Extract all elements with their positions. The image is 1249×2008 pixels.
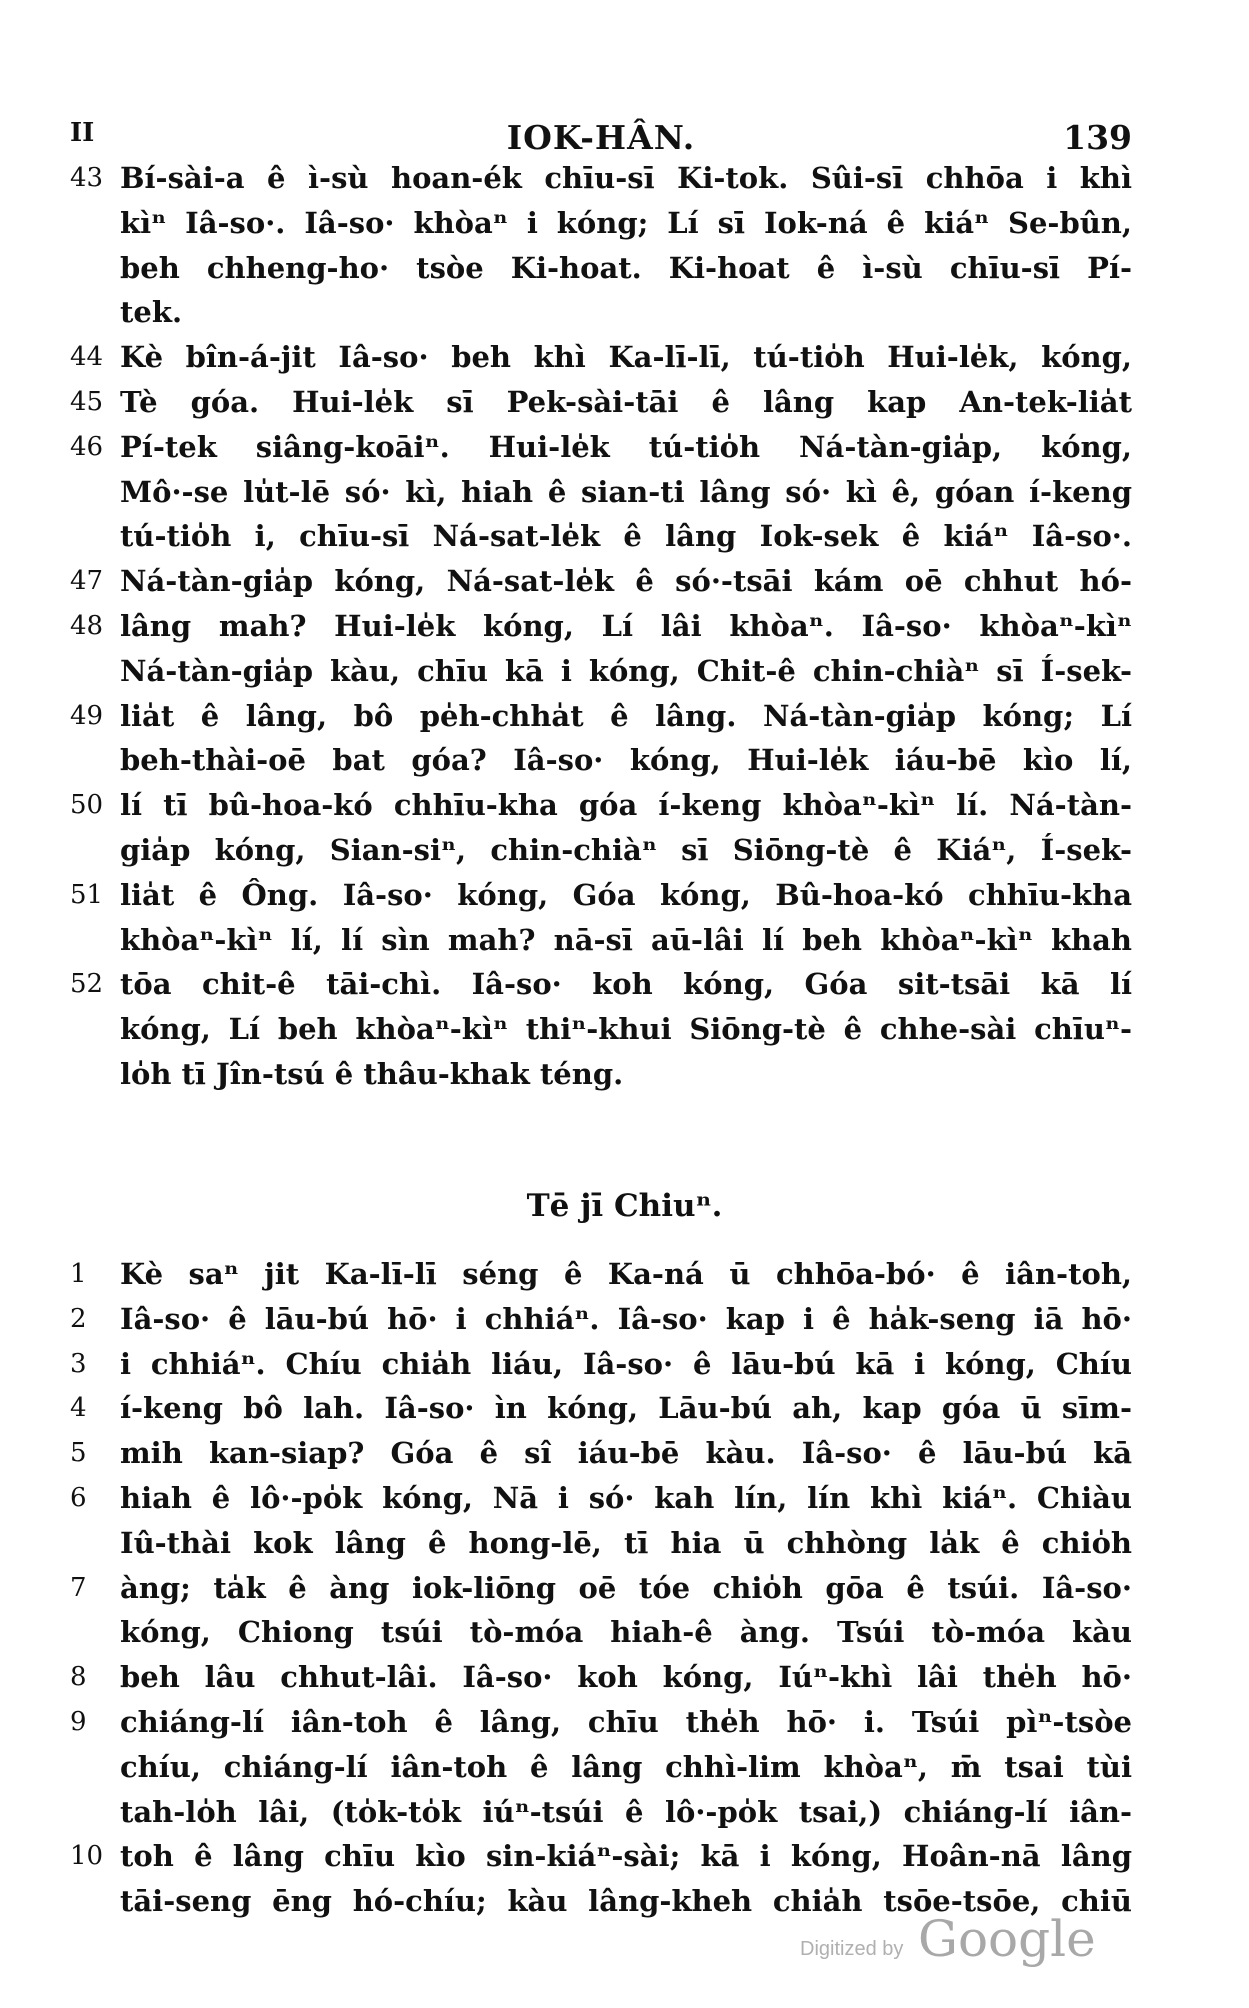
text-line (70, 156, 1132, 201)
verse-number: 44 (70, 342, 104, 373)
line-text: chiáng-lí iân-toh ê lâng, chīu the̍h hō· i. Tsúi pìⁿ-tsòe (120, 1704, 1132, 1739)
chapter-one-end-section (70, 156, 1132, 1097)
verse-number: 50 (70, 790, 104, 821)
verse-number: 7 (70, 1572, 87, 1603)
line-text: tah-lo̍h lâi, (to̍k-to̍k iúⁿ-tsúi ê lô·-po̍k tsai,) chiáng-lí iân- (120, 1794, 1132, 1829)
line-text: Tè góa. Hui-le̍k sī Pek-sài-tāi ê lâng kap An-tek-lia̍t (120, 384, 1132, 419)
text-line (70, 201, 1132, 246)
verse-number: 1 (70, 1259, 87, 1289)
line-text: àng; ta̍k ê àng iok-liōng oē tóe chio̍h gōa ê tsúi. Iâ-so· (120, 1570, 1132, 1605)
text-line (70, 1431, 1132, 1476)
line-text: Bí-sài-a ê ì-sù hoan-ék chīu-sī Ki-tok. Sûi-sī chhōa i khì (120, 161, 1132, 195)
text-line (70, 1476, 1132, 1521)
text-line (70, 1655, 1132, 1700)
text-line (70, 514, 1132, 559)
text-line (70, 604, 1132, 649)
verse-number: 47 (70, 566, 104, 597)
text-line (70, 1386, 1132, 1431)
line-text: beh-thài-oē bat góa? Iâ-so· kóng, Hui-le̍k iáu-bē kìo lí, (120, 743, 1132, 778)
line-text: Ná-tàn-gia̍p kóng, Ná-sat-le̍k ê só·-tsāi kám oē chhut hó- (120, 564, 1132, 599)
text-line (70, 1566, 1132, 1611)
verse-number: 2 (70, 1303, 87, 1334)
verse-number: 48 (70, 610, 104, 641)
text-line (70, 828, 1132, 873)
google-logo: Google (918, 1910, 1096, 1968)
running-header (70, 118, 1132, 158)
text-line (70, 425, 1132, 470)
line-text: tōa chit-ê tāi-chì. Iâ-so· koh kóng, Góa sit-tsāi kā lí (120, 967, 1132, 1002)
line-text: kóng, Lí beh khòaⁿ-kìⁿ thiⁿ-khui Siōng-tè ê chhe-sài chīuⁿ- (120, 1012, 1132, 1047)
line-text: kìⁿ Iâ-so·. Iâ-so· khòaⁿ i kóng; Lí sī Iok-ná ê kiáⁿ Se-bûn, (120, 205, 1132, 240)
text-line (70, 1700, 1132, 1745)
page-number: 139 (1063, 118, 1132, 157)
text-line (70, 649, 1132, 694)
text-line (70, 290, 1132, 335)
text-line (70, 559, 1132, 604)
text-line (70, 470, 1132, 515)
line-text: Iû-thài kok lâng ê hong-lē, tī hia ū chhòng la̍k ê chio̍h (120, 1525, 1132, 1560)
line-text: hiah ê lô·-po̍k kóng, Nā i só· kah lín, lín khì kiáⁿ. Chiàu (120, 1480, 1132, 1515)
line-text: beh chheng-ho· tsòe Ki-hoat. Ki-hoat ê ì-sù chīu-sī Pí- (120, 250, 1132, 285)
line-text: khòaⁿ-kìⁿ lí, lí sìn mah? nā-sī aū-lâi lí beh khòaⁿ-kìⁿ khah (120, 922, 1132, 957)
text-line (70, 694, 1132, 739)
text-line (70, 1252, 1132, 1297)
line-text: lia̍t ê lâng, bô pe̍h-chha̍t ê lâng. Ná-tàn-gia̍p kóng; Lí (120, 698, 1132, 733)
line-text: Mô·-se lu̍t-lē só· kì, hiah ê sian-ti lâng só· kì ê, góan í-keng (120, 474, 1132, 509)
line-text: Kè bîn-á-jit Iâ-so· beh khì Ka-lī-lī, tú-tio̍h Hui-le̍k, kóng, (120, 340, 1132, 375)
verse-number: 5 (70, 1438, 87, 1469)
text-line (70, 1745, 1132, 1790)
line-text: lo̍h tī Jîn-tsú ê thâu-khak téng. (120, 1056, 624, 1091)
verse-number: 49 (70, 700, 104, 731)
text-line (70, 873, 1132, 918)
chapter-heading: Tē jī Chiuⁿ. (526, 1188, 723, 1224)
verse-number: 6 (70, 1482, 87, 1513)
chapter-two-section (70, 1252, 1132, 1924)
verse-number: 9 (70, 1706, 87, 1737)
line-text: Pí-tek siâng-koāiⁿ. Hui-le̍k tú-tio̍h Ná-tàn-gia̍p, kóng, (120, 429, 1132, 464)
text-line (70, 1790, 1132, 1835)
header-chapter-marker: II (70, 118, 95, 148)
line-text: beh lâu chhut-lâi. Iâ-so· koh kóng, Iúⁿ-khì lâi the̍h hō· (120, 1660, 1132, 1695)
line-text: chíu, chiáng-lí iân-toh ê lâng chhì-lim khòaⁿ, m̄ tsai tùi (120, 1749, 1132, 1784)
line-text: tāi-seng ēng hó-chíu; kàu lâng-kheh chia̍h tsōe-tsōe, chiū (120, 1884, 1132, 1919)
line-text: toh ê lâng chīu kìo sin-kiáⁿ-sài; kā i kóng, Hoân-nā lâng (120, 1839, 1132, 1874)
line-text: mih kan-siap? Góa ê sî iáu-bē kàu. Iâ-so· ê lāu-bú kā (120, 1436, 1132, 1471)
text-line (70, 1342, 1132, 1387)
text-line (70, 335, 1132, 380)
line-text: gia̍p kóng, Sian-siⁿ, chin-chiàⁿ sī Siōng-tè ê Kiáⁿ, Í-sek- (120, 832, 1132, 867)
text-line (70, 1521, 1132, 1566)
text-line (70, 738, 1132, 783)
line-text: tú-tio̍h i, chīu-sī Ná-sat-le̍k ê lâng Iok-sek ê kiáⁿ Iâ-so·. (120, 519, 1132, 554)
line-text: lia̍t ê Ông. Iâ-so· kóng, Góa kóng, Bû-hoa-kó chhīu-kha (120, 877, 1132, 912)
verse-number: 45 (70, 386, 104, 417)
line-text: tek. (120, 295, 183, 330)
header-book-title: IOK-HÂN. (506, 118, 696, 157)
line-text: kóng, Chiong tsúi tò-móa hiah-ê àng. Tsúi tò-móa kàu (120, 1615, 1132, 1650)
line-text: lí tī bû-hoa-kó chhīu-kha góa í-keng khòaⁿ-kìⁿ lí. Ná-tàn- (120, 788, 1132, 823)
text-line (70, 1052, 1132, 1097)
text-line (70, 783, 1132, 828)
watermark-caption: Digitized by (800, 1938, 904, 1960)
line-text: Ná-tàn-gia̍p kàu, chīu kā i kóng, Chit-ê chin-chiàⁿ sī Í-sek- (120, 653, 1132, 688)
text-line (70, 1007, 1132, 1052)
line-text: Kè saⁿ jit Ka-lī-lī séng ê Ka-ná ū chhōa-bó· ê iân-toh, (120, 1257, 1132, 1291)
verse-number: 43 (70, 163, 104, 193)
verse-number: 3 (70, 1348, 87, 1379)
text-line (70, 1297, 1132, 1342)
line-text: í-keng bô lah. Iâ-so· ìn kóng, Lāu-bú ah, kap góa ū sīm- (120, 1391, 1132, 1426)
text-line (70, 1610, 1132, 1655)
text-line (70, 1834, 1132, 1879)
verse-number: 52 (70, 969, 104, 1000)
line-text: Iâ-so· ê lāu-bú hō· i chhiáⁿ. Iâ-so· kap i ê ha̍k-seng iā hō· (120, 1301, 1132, 1336)
text-line (70, 380, 1132, 425)
verse-number: 4 (70, 1393, 87, 1424)
text-line (70, 246, 1132, 291)
line-text: i chhiáⁿ. Chíu chia̍h liáu, Iâ-so· ê lāu-bú kā i kóng, Chíu (120, 1346, 1132, 1381)
digitized-by-watermark (800, 1910, 1160, 1970)
verse-number: 46 (70, 431, 104, 462)
verse-number: 8 (70, 1662, 87, 1693)
text-line (70, 918, 1132, 963)
line-text: lâng mah? Hui-le̍k kóng, Lí lâi khòaⁿ. Iâ-so· khòaⁿ-kìⁿ (120, 608, 1132, 643)
verse-number: 10 (70, 1841, 104, 1872)
verse-number: 51 (70, 879, 104, 910)
text-line (70, 962, 1132, 1007)
